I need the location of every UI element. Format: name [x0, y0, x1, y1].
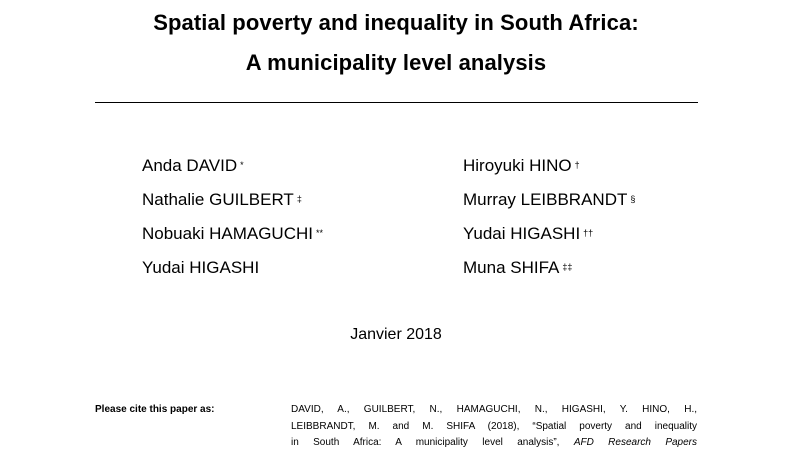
author-name: Yudai HIGASHI	[463, 224, 581, 243]
author-name: Nathalie GUILBERT	[142, 190, 294, 209]
author-left-4	[142, 258, 262, 278]
author-right-3	[463, 224, 593, 244]
author-mark: §	[630, 194, 636, 204]
citation-series-title: AFD Research Papers	[573, 437, 698, 448]
author-right-2	[463, 190, 635, 210]
author-mark: **	[316, 228, 324, 238]
title-divider	[95, 102, 698, 103]
paper-title-line-2: A municipality level analysis	[245, 50, 547, 75]
author-name: Muna SHIFA	[463, 258, 560, 277]
publication-date: Janvier 2018	[350, 326, 442, 343]
author-name: Murray LEIBBRANDT	[463, 190, 628, 209]
author-left-2	[142, 190, 302, 210]
paper-title-line-1: Spatial poverty and inequality in South Africa:	[153, 10, 639, 35]
author-right-1	[463, 156, 580, 176]
author-name: Hiroyuki HINO	[463, 156, 572, 175]
citation-line-1: DAVID, A., GUILBERT, N., HAMAGUCHI, N., HIGASHI, Y. HINO, H.,	[291, 404, 697, 415]
author-mark: †	[574, 160, 580, 170]
author-mark: ‡‡	[562, 262, 573, 272]
citation-line-2: LEIBBRANDT, M. and M. SHIFA (2018), “Spatial poverty and inequality	[291, 420, 697, 432]
author-mark: *	[240, 160, 244, 170]
citation-line-3	[291, 435, 697, 452]
author-mark: ‡	[296, 194, 302, 204]
citation-line-3-text: in South Africa: A municipality level analysis”,	[291, 437, 560, 448]
author-right-4	[463, 258, 572, 278]
author-name: Yudai HIGASHI	[142, 258, 260, 277]
author-name: Anda DAVID	[142, 156, 238, 175]
author-left-1	[142, 156, 244, 176]
citation-label: Please cite this paper as:	[95, 404, 215, 415]
author-left-3	[142, 224, 323, 244]
author-name: Nobuaki HAMAGUCHI	[142, 224, 313, 243]
citation-text	[291, 402, 697, 452]
author-mark: ††	[583, 228, 594, 238]
